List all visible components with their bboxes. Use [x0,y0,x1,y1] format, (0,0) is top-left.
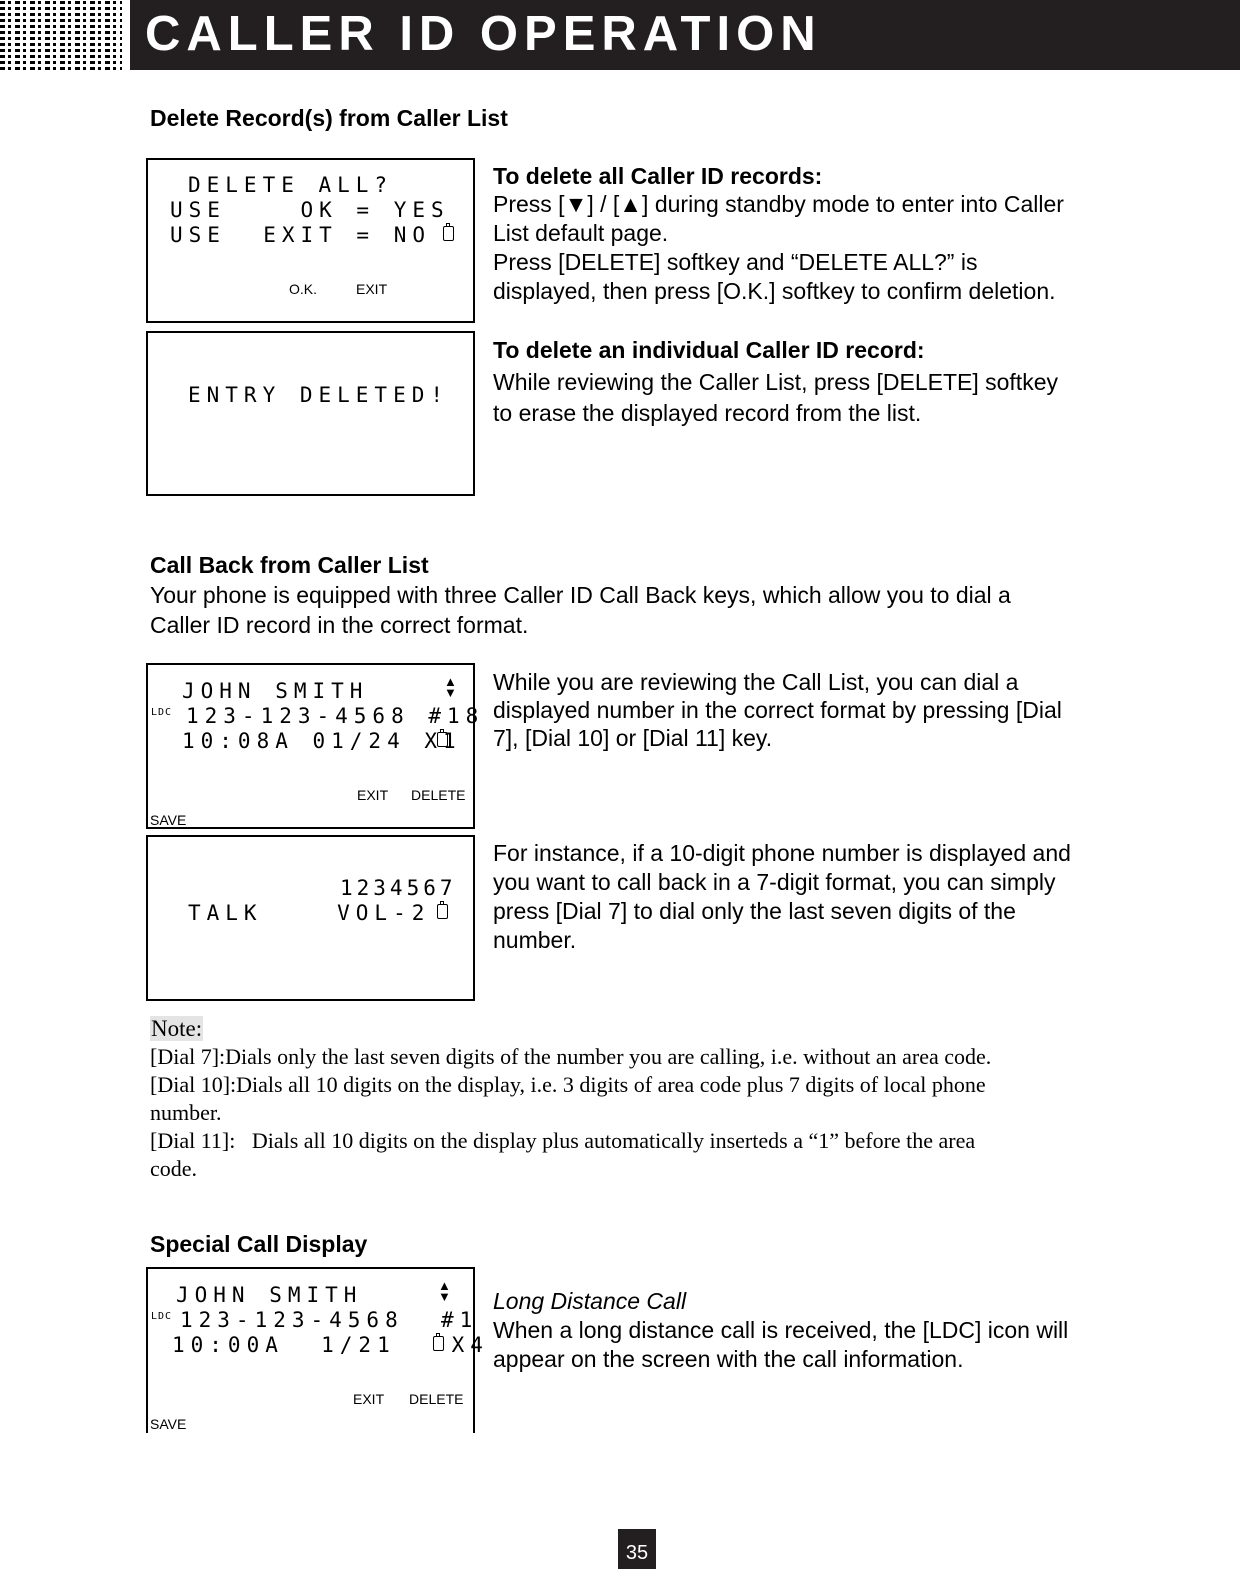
softkey-delete: DELETE [411,787,466,803]
text-line: When a long distance call is received, the [LDC] icon will [493,1317,1069,1343]
up-down-arrows-icon: ▲ ▼ [438,1278,451,1304]
header-pattern [0,0,122,70]
note-line: code. [150,1156,198,1181]
text-line: displayed, then press [O.K.] softkey to confirm deletion. [493,278,1056,304]
lcd-line: USE OK = YES [170,198,450,222]
lcd-caller-name: JOHN SMITH [182,679,369,703]
lcd-talk-status: TALK VOL-2 [188,901,431,925]
text-line: appear on the screen with the call information. [493,1346,964,1372]
text-line: While you are reviewing the Call List, you can dial a [493,669,1019,695]
note-line: number. [150,1100,222,1125]
softkey-save: SAVE [150,1416,187,1432]
delete-individual-instructions [493,336,1193,429]
page-title: CALLER ID OPERATION [145,7,822,61]
text-line: Your phone is equipped with three Caller ID Call Back keys, which allow you to dial a [150,582,1011,608]
lcd-entry-deleted [146,331,475,496]
battery-icon [437,904,448,919]
softkey-exit: EXIT [353,1391,385,1407]
lcd-caller-record [146,663,485,829]
lcd-line: USE EXIT = NO [170,223,432,247]
text-line: Press [▼] / [▲] during standby mode to enter into Caller [493,191,1064,217]
battery-icon [443,226,454,241]
text-line: you want to call back in a 7-digit format, you can simply [493,869,1056,895]
note-line: [Dial 11]: Dials all 10 digits on the display plus automatically inserteds a “1” before the area [150,1128,976,1153]
lcd-line: ENTRY DELETED! [188,383,450,407]
lcd-caller-number: 123-123-4568 #18 [186,704,485,728]
long-distance-subheading: Long Distance Call [493,1288,687,1314]
lcd-delete-all [146,158,475,323]
text-line: While reviewing the Caller List, press [DELETE] softkey [493,369,1058,395]
lcd-long-distance [146,1267,489,1433]
lcd-talk [146,835,475,1001]
text-line: Caller ID record in the correct format. [150,612,529,638]
up-down-arrows-icon: ▲ ▼ [444,674,457,700]
page-number: 35 [618,1529,656,1569]
callback-para-1 [493,668,1193,752]
special-section-heading: Special Call Display [150,1231,368,1257]
softkey-delete: DELETE [409,1391,464,1407]
text-line: For instance, if a 10-digit phone number is displayed and [493,840,1071,866]
text-line: press [Dial 7] to dial only the last seven digits of the [493,898,1016,924]
lcd-caller-number: 123-123-4568 #1 [180,1308,479,1332]
delete-individual-heading: To delete an individual Caller ID record: [493,337,925,363]
softkey-ok: O.K. [289,281,318,297]
text-line: Press [DELETE] softkey and “DELETE ALL?” is [493,249,978,275]
callback-para-2 [493,839,1193,955]
note-line: [Dial 7]:Dials only the last seven digits of the number you are calling, i.e. without an area code. [150,1044,992,1069]
lcd-dialed-number: 1234567 [340,876,457,900]
delete-section-heading: Delete Record(s) from Caller List [150,105,508,131]
note-line: [Dial 10]:Dials all 10 digits on the display, i.e. 3 digits of area code plus 7 digits of local phone [150,1072,986,1097]
note-label: Note: [151,1016,203,1041]
delete-all-heading: To delete all Caller ID records: [493,163,823,189]
special-description [493,1287,1193,1374]
lcd-caller-time: 10:00A 1/21 X4 [172,1333,489,1357]
lcd-caller-time: 10:08A 01/24 X1 [182,729,462,753]
text-line: number. [493,927,577,953]
callback-intro [150,580,1150,640]
softkey-save: SAVE [150,812,187,828]
note-block [150,1015,1150,1183]
callback-section-heading: Call Back from Caller List [150,552,429,578]
softkey-exit: EXIT [357,787,389,803]
softkey-exit: EXIT [356,281,388,297]
text-line: displayed number in the correct format by pressing [Dial [493,697,1062,723]
ldc-icon: LDC [151,707,173,718]
ldc-icon: LDC [151,1311,173,1322]
lcd-line: DELETE ALL? [188,173,394,197]
lcd-caller-name: JOHN SMITH [176,1283,363,1307]
text-line: List default page. [493,220,669,246]
battery-icon [437,732,448,747]
text-line: 7], [Dial 10] or [Dial 11] key. [493,725,773,751]
battery-icon [433,1336,444,1351]
text-line: to erase the displayed record from the list. [493,400,922,426]
delete-all-instructions [493,162,1193,306]
